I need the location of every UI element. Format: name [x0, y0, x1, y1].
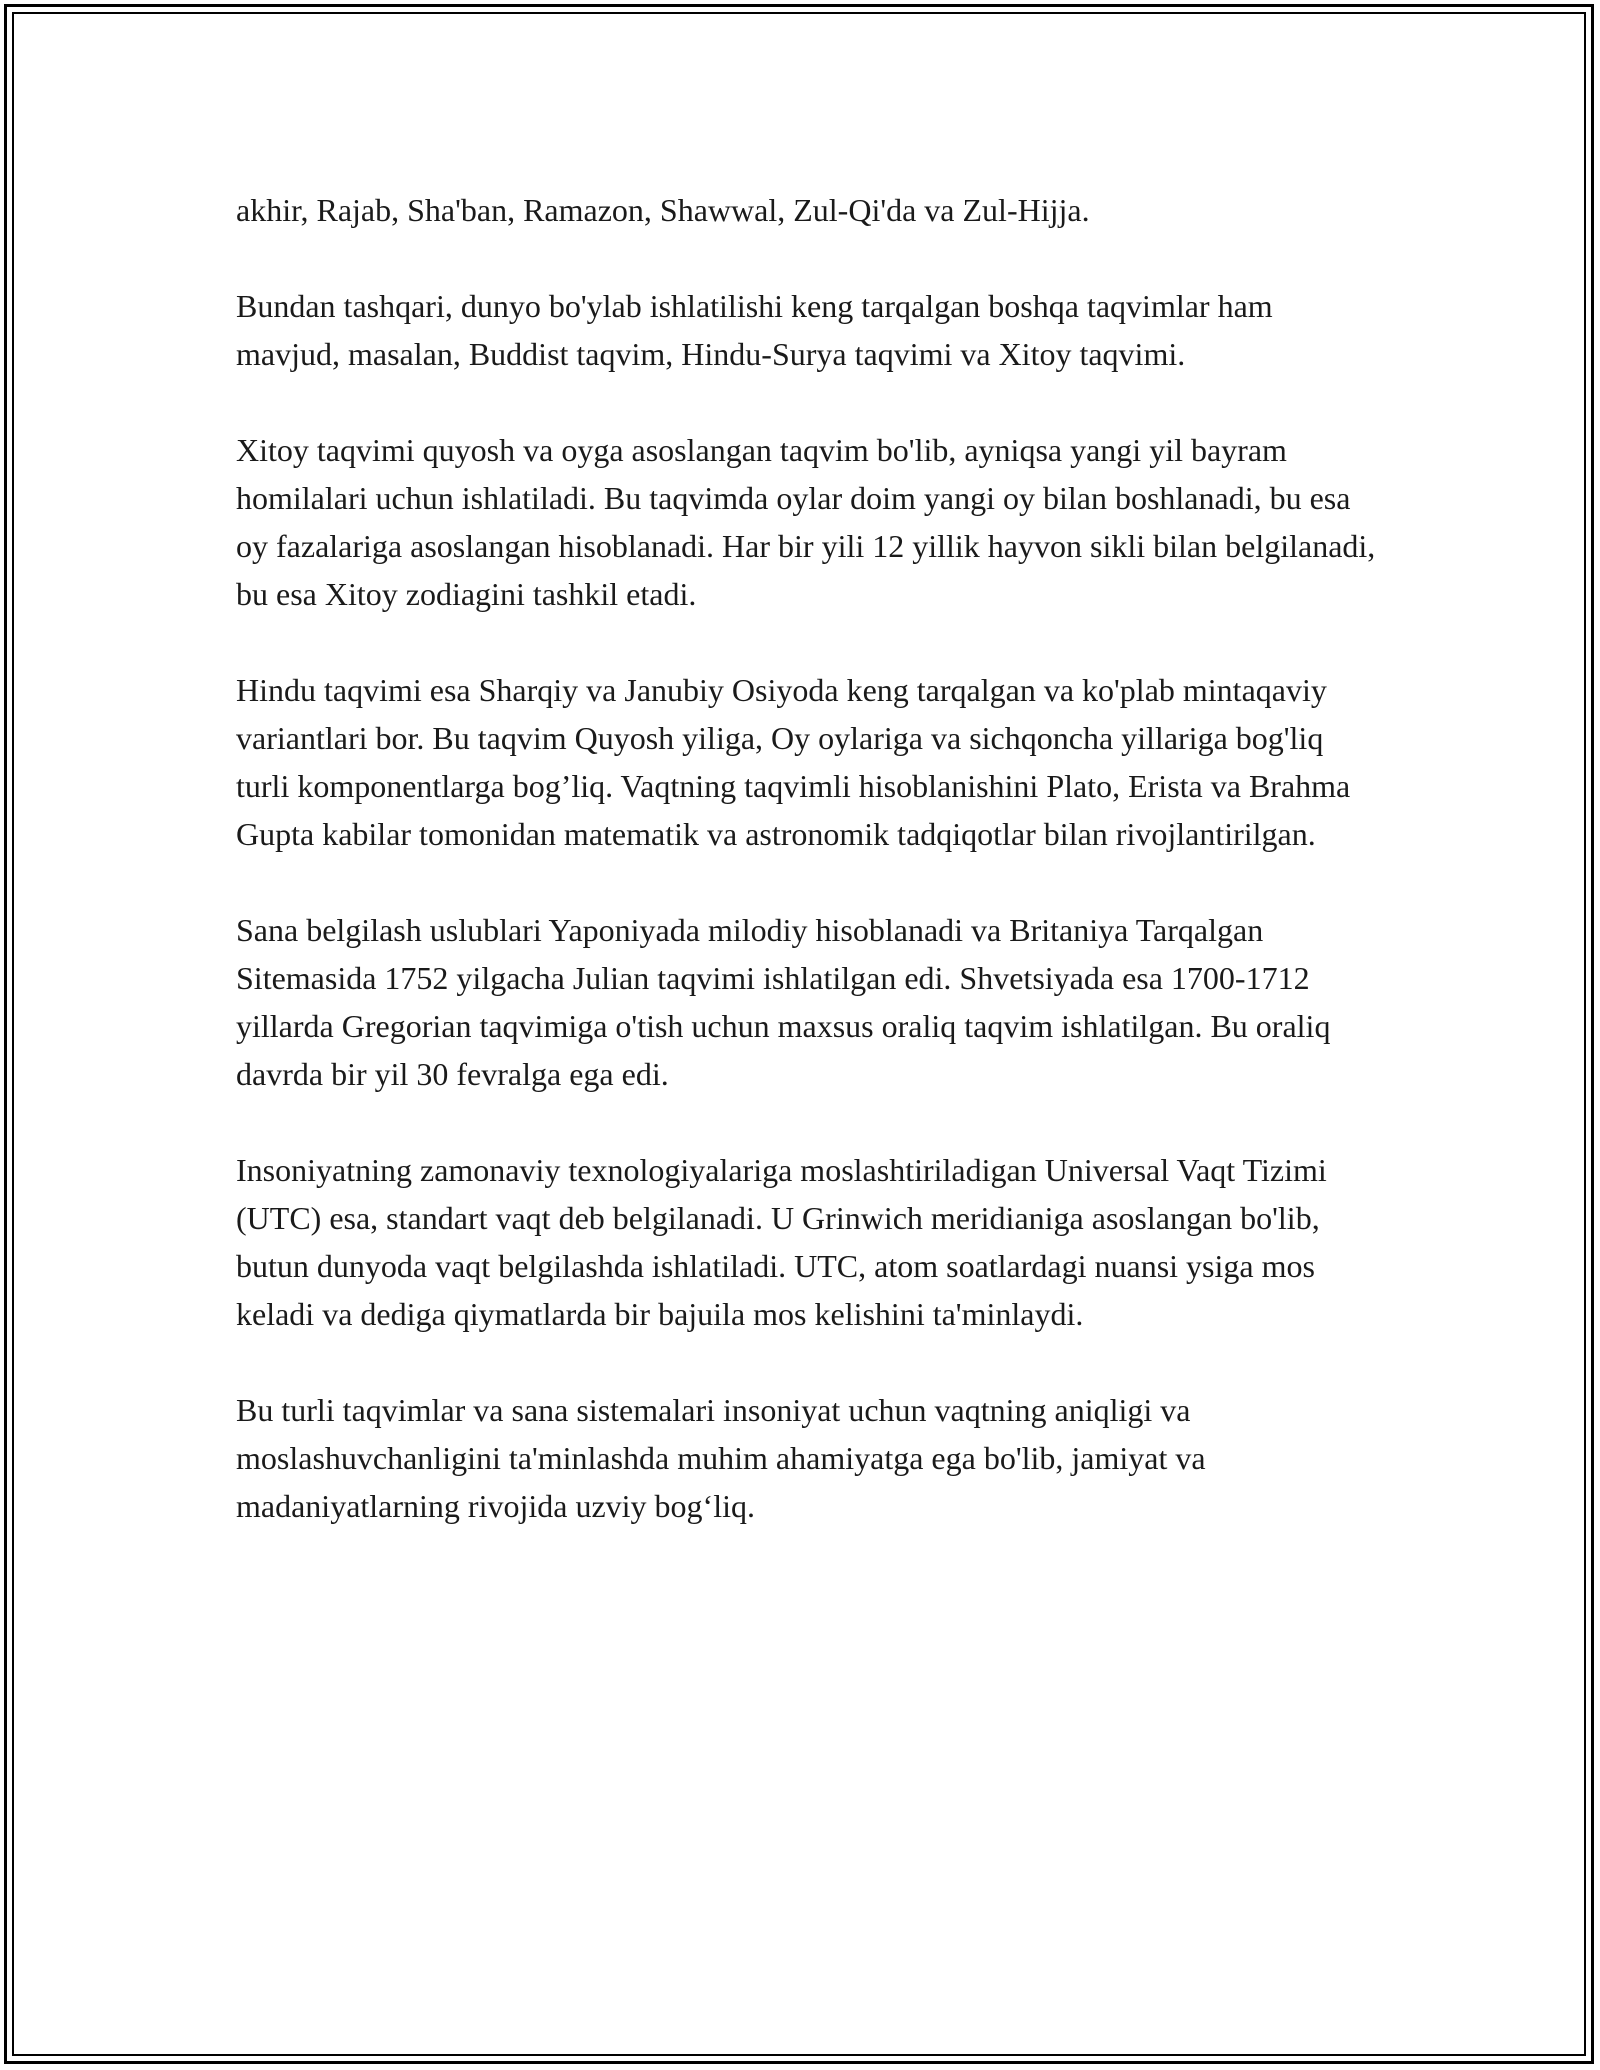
paragraph-5: Sana belgilash uslublari Yaponiyada milodiy hisoblanadi va Britaniya Tarqalgan Sitemasida 1752 yilgacha Julian taqvimi ishlatilgan edi. Shvetsiyada esa 1700-1712 yillarda Gregorian taqvimiga o'tish uchun maxsus oraliq taqvim ishlatilgan. Bu oraliq davrda bir yil 30 fevralga ega edi.	[236, 912, 1331, 1092]
document-body	[236, 186, 1376, 1530]
paragraph-3: Xitoy taqvimi quyosh va oyga asoslangan taqvim bo'lib, ayniqsa yangi yil bayram homilalari uchun ishlatiladi. Bu taqvimda oylar doim yangi oy bilan boshlanadi, bu esa oy fazalariga asoslangan hisoblanadi. Har bir yili 12 yillik hayvon sikli bilan belgilanadi, bu esa Xitoy zodiagini tashkil etadi.	[236, 432, 1376, 612]
paragraph-1: akhir, Rajab, Sha'ban, Ramazon, Shawwal, Zul-Qi'da va Zul-Hijja.	[236, 192, 1090, 228]
paragraph-4: Hindu taqvimi esa Sharqiy va Janubiy Osiyoda keng tarqalgan va ko'plab mintaqaviy variantlari bor. Bu taqvim Quyosh yiliga, Oy oylariga va sichqoncha yillariga bog'liq turli komponentlarga bog’liq. Vaqtning taqvimli hisoblanishini Plato, Erista va Brahma Gupta kabilar tomonidan matematik va astronomik tadqiqotlar bilan rivojlantirilgan.	[236, 672, 1351, 852]
paragraph-6: Insoniyatning zamonaviy texnologiyalariga moslashtiriladigan Universal Vaqt Tizimi (UTC) esa, standart vaqt deb belgilanadi. U Grinwich meridianiga asoslangan bo'lib, butun dunyoda vaqt belgilashda ishlatiladi. UTC, atom soatlardagi nuansi ysiga mos keladi va dediga qiymatlarda bir bajuila mos kelishini ta'minlaydi.	[236, 1152, 1327, 1332]
paragraph-2: Bundan tashqari, dunyo bo'ylab ishlatilishi keng tarqalgan boshqa taqvimlar ham mavjud, masalan, Buddist taqvim, Hindu-Surya taqvimi va Xitoy taqvimi.	[236, 288, 1273, 372]
paragraph-7: Bu turli taqvimlar va sana sistemalari insoniyat uchun vaqtning aniqligi va moslashuvchanligini ta'minlashda muhim ahamiyatga ega bo'lib, jamiyat va madaniyatlarning rivojida uzviy bog‘liq.	[236, 1392, 1206, 1524]
